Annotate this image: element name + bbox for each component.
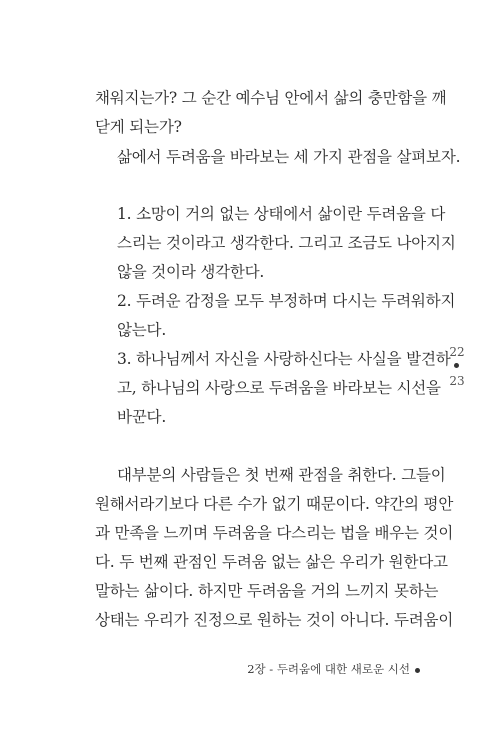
page-number-separator-dot: [454, 363, 459, 368]
list-item-line: 3. 하나님께서 자신을 사랑하신다는 사실을 발견하: [117, 350, 451, 368]
text-line: 대부분의 사람들은 첫 번째 관점을 취한다. 그들이: [117, 466, 446, 484]
list-item-line: 않을 것이라 생각한다.: [117, 263, 265, 281]
text-line: 닫게 되는가?: [95, 118, 182, 136]
running-footer: [247, 661, 420, 677]
list-item-line: 2. 두려운 감정을 모두 부정하며 다시는 두려워하지: [117, 292, 456, 310]
page-number-right: 23: [449, 374, 465, 388]
text-line: 원해서라기보다 다른 수가 없기 때문이다. 약간의 평안: [95, 495, 454, 513]
page-number-left: 22: [449, 345, 465, 359]
footer-bullet-icon: [415, 668, 420, 673]
running-title: 2장 - 두려움에 대한 새로운 시선: [247, 662, 410, 676]
text-line: 채워지는가? 그 순간 예수님 안에서 삶의 충만함을 깨: [95, 89, 447, 107]
list-item-line: 바꾼다.: [117, 408, 167, 426]
list-item-line: 고, 하나님의 사랑으로 두려움을 바라보는 시선을: [117, 379, 441, 397]
list-item-line: 않는다.: [117, 321, 167, 339]
text-line: 상태는 우리가 진정으로 원하는 것이 아니다. 두려움이: [95, 611, 454, 629]
list-item-line: 스리는 것이라고 생각한다. 그리고 조금도 나아지지: [117, 234, 456, 252]
list-item-line: 1. 소망이 거의 없는 상태에서 삶이란 두려움을 다: [117, 205, 446, 223]
text-line: 다. 두 번째 관점인 두려움 없는 삶은 우리가 원한다고: [95, 553, 448, 571]
text-line: 삶에서 두려움을 바라보는 세 가지 관점을 살펴보자.: [117, 148, 461, 166]
text-line: 과 만족을 느끼며 두려움을 다스리는 법을 배우는 것이: [95, 524, 454, 542]
text-line: 말하는 삶이다. 하지만 두려움을 거의 느끼지 못하는: [95, 582, 439, 600]
